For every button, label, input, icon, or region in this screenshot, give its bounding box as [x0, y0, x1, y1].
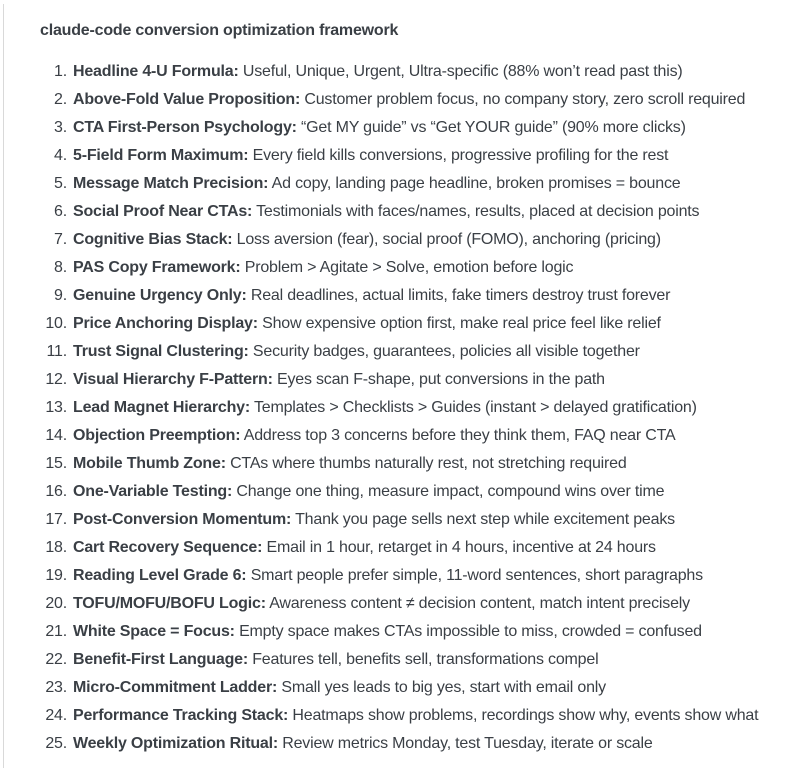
list-item	[40, 58, 777, 86]
item-label: PAS Copy Framework:	[73, 259, 241, 276]
item-text: Security badges, guarantees, policies all visible together	[252, 343, 640, 360]
item-text: Ad copy, landing page headline, broken promises = bounce	[271, 175, 681, 192]
list-item	[40, 254, 777, 282]
item-body	[73, 506, 675, 534]
item-label: Social Proof Near CTAs:	[73, 203, 253, 220]
item-text: Customer problem focus, no company story, zero scroll required	[304, 91, 746, 108]
item-body	[73, 254, 573, 282]
list-item	[40, 226, 777, 254]
item-number: 22.	[45, 651, 67, 668]
item-number: 9.	[54, 287, 67, 304]
item-body	[73, 226, 661, 254]
list-item	[40, 366, 777, 394]
item-text: Small yes leads to big yes, start with email only	[281, 679, 606, 696]
item-body	[73, 282, 670, 310]
item-body	[73, 170, 680, 198]
item-label: Trust Signal Clustering:	[73, 343, 249, 360]
item-text: Show expensive option first, make real price feel like relief	[262, 315, 661, 332]
item-body	[73, 450, 627, 478]
item-text: Every field kills conversions, progressive profiling for the rest	[252, 147, 669, 164]
list-item	[40, 198, 777, 226]
item-text: Real deadlines, actual limits, fake timers destroy trust forever	[250, 287, 671, 304]
item-label: Genuine Urgency Only:	[73, 287, 247, 304]
item-body	[73, 366, 605, 394]
list-item	[40, 338, 777, 366]
item-label: Visual Hierarchy F-Pattern:	[73, 371, 273, 388]
item-text: Review metrics Monday, test Tuesday, iterate or scale	[282, 735, 653, 752]
page-title: claude-code conversion optimization framework	[40, 22, 399, 39]
item-text: Address top 3 concerns before they think them, FAQ near CTA	[243, 427, 676, 444]
item-number: 6.	[54, 203, 67, 220]
list-item	[40, 310, 777, 338]
list-item	[40, 86, 777, 114]
list-item	[40, 618, 777, 646]
item-label: 5-Field Form Maximum:	[73, 147, 249, 164]
list-item	[40, 646, 777, 674]
item-number: 1.	[54, 63, 67, 80]
item-number: 25.	[45, 735, 67, 752]
item-text: Problem > Agitate > Solve, emotion before logic	[244, 259, 574, 276]
item-number: 12.	[45, 371, 67, 388]
list-item	[40, 562, 777, 590]
item-number: 15.	[45, 455, 67, 472]
item-number: 4.	[54, 147, 67, 164]
item-body	[73, 674, 606, 702]
item-number: 23.	[45, 679, 67, 696]
item-text: Eyes scan F-shape, put conversions in the path	[276, 371, 605, 388]
item-number: 19.	[45, 567, 67, 584]
item-number: 13.	[45, 399, 67, 416]
item-label: TOFU/MOFU/BOFU Logic:	[73, 595, 266, 612]
list-item	[40, 450, 777, 478]
item-text: Change one thing, measure impact, compound wins over time	[236, 483, 665, 500]
item-number: 18.	[45, 539, 67, 556]
item-body	[73, 394, 697, 422]
item-body	[73, 702, 758, 730]
item-body	[73, 534, 656, 562]
item-label: One-Variable Testing:	[73, 483, 233, 500]
item-label: Mobile Thumb Zone:	[73, 455, 226, 472]
item-text: Features tell, benefits sell, transformations compel	[252, 651, 599, 668]
item-text: Awareness content ≠ decision content, match intent precisely	[269, 595, 690, 612]
framework-list	[40, 58, 777, 758]
item-text: Heatmaps show problems, recordings show why, events show what	[292, 707, 759, 724]
list-item	[40, 534, 777, 562]
item-text: CTAs where thumbs naturally rest, not stretching required	[230, 455, 627, 472]
list-item	[40, 282, 777, 310]
item-text: Thank you page sells next step while excitement peaks	[295, 511, 675, 528]
item-text: Testimonials with faces/names, results, placed at decision points	[256, 203, 700, 220]
item-text: Smart people prefer simple, 11-word sentences, short paragraphs	[250, 567, 703, 584]
item-body	[73, 618, 702, 646]
item-number: 5.	[54, 175, 67, 192]
list-item	[40, 674, 777, 702]
item-label: Micro-Commitment Ladder:	[73, 679, 278, 696]
list-item	[40, 170, 777, 198]
list-item	[40, 506, 777, 534]
item-label: Cart Recovery Sequence:	[73, 539, 263, 556]
item-label: Headline 4-U Formula:	[73, 63, 239, 80]
item-number: 14.	[45, 427, 67, 444]
list-item	[40, 590, 777, 618]
item-label: Lead Magnet Hierarchy:	[73, 399, 250, 416]
item-label: Objection Preemption:	[73, 427, 241, 444]
item-number: 17.	[45, 511, 67, 528]
item-text: Useful, Unique, Urgent, Ultra-specific (88% won’t read past this)	[242, 63, 683, 80]
item-number: 24.	[45, 707, 67, 724]
item-label: Post-Conversion Momentum:	[73, 511, 292, 528]
item-body	[73, 114, 686, 142]
item-number: 11.	[46, 343, 67, 360]
item-body	[73, 198, 699, 226]
item-body	[73, 338, 640, 366]
item-body	[73, 590, 690, 618]
list-item	[40, 394, 777, 422]
item-body	[73, 86, 745, 114]
item-number: 3.	[54, 119, 67, 136]
item-label: Message Match Precision:	[73, 175, 269, 192]
item-label: Benefit-First Language:	[73, 651, 248, 668]
item-number: 20.	[45, 595, 67, 612]
item-body	[73, 310, 661, 338]
item-number: 8.	[54, 259, 67, 276]
item-number: 16.	[45, 483, 67, 500]
item-label: White Space = Focus:	[73, 623, 235, 640]
list-item	[40, 702, 777, 730]
item-text: Templates > Checklists > Guides (instant > delayed gratification)	[253, 399, 697, 416]
item-body	[73, 58, 683, 86]
item-label: Reading Level Grade 6:	[73, 567, 247, 584]
item-label: Performance Tracking Stack:	[73, 707, 289, 724]
item-label: Weekly Optimization Ritual:	[73, 735, 278, 752]
list-item	[40, 730, 777, 758]
list-item	[40, 114, 777, 142]
item-body	[73, 478, 664, 506]
item-label: Price Anchoring Display:	[73, 315, 258, 332]
item-body	[73, 646, 598, 674]
item-body	[73, 422, 675, 450]
item-text: Email in 1 hour, retarget in 4 hours, incentive at 24 hours	[266, 539, 656, 556]
item-body	[73, 730, 653, 758]
item-number: 2.	[54, 91, 67, 108]
list-item	[40, 422, 777, 450]
item-label: Cognitive Bias Stack:	[73, 231, 233, 248]
item-label: CTA First-Person Psychology:	[73, 119, 297, 136]
list-item	[40, 478, 777, 506]
item-number: 7.	[54, 231, 67, 248]
item-label: Above-Fold Value Proposition:	[73, 91, 301, 108]
item-number: 10.	[45, 315, 67, 332]
item-text: “Get MY guide” vs “Get YOUR guide” (90% more clicks)	[301, 119, 686, 136]
item-body	[73, 142, 668, 170]
item-text: Empty space makes CTAs impossible to miss, crowded = confused	[239, 623, 702, 640]
item-number: 21.	[45, 623, 67, 640]
item-body	[73, 562, 703, 590]
item-text: Loss aversion (fear), social proof (FOMO), anchoring (pricing)	[236, 231, 661, 248]
list-item	[40, 142, 777, 170]
